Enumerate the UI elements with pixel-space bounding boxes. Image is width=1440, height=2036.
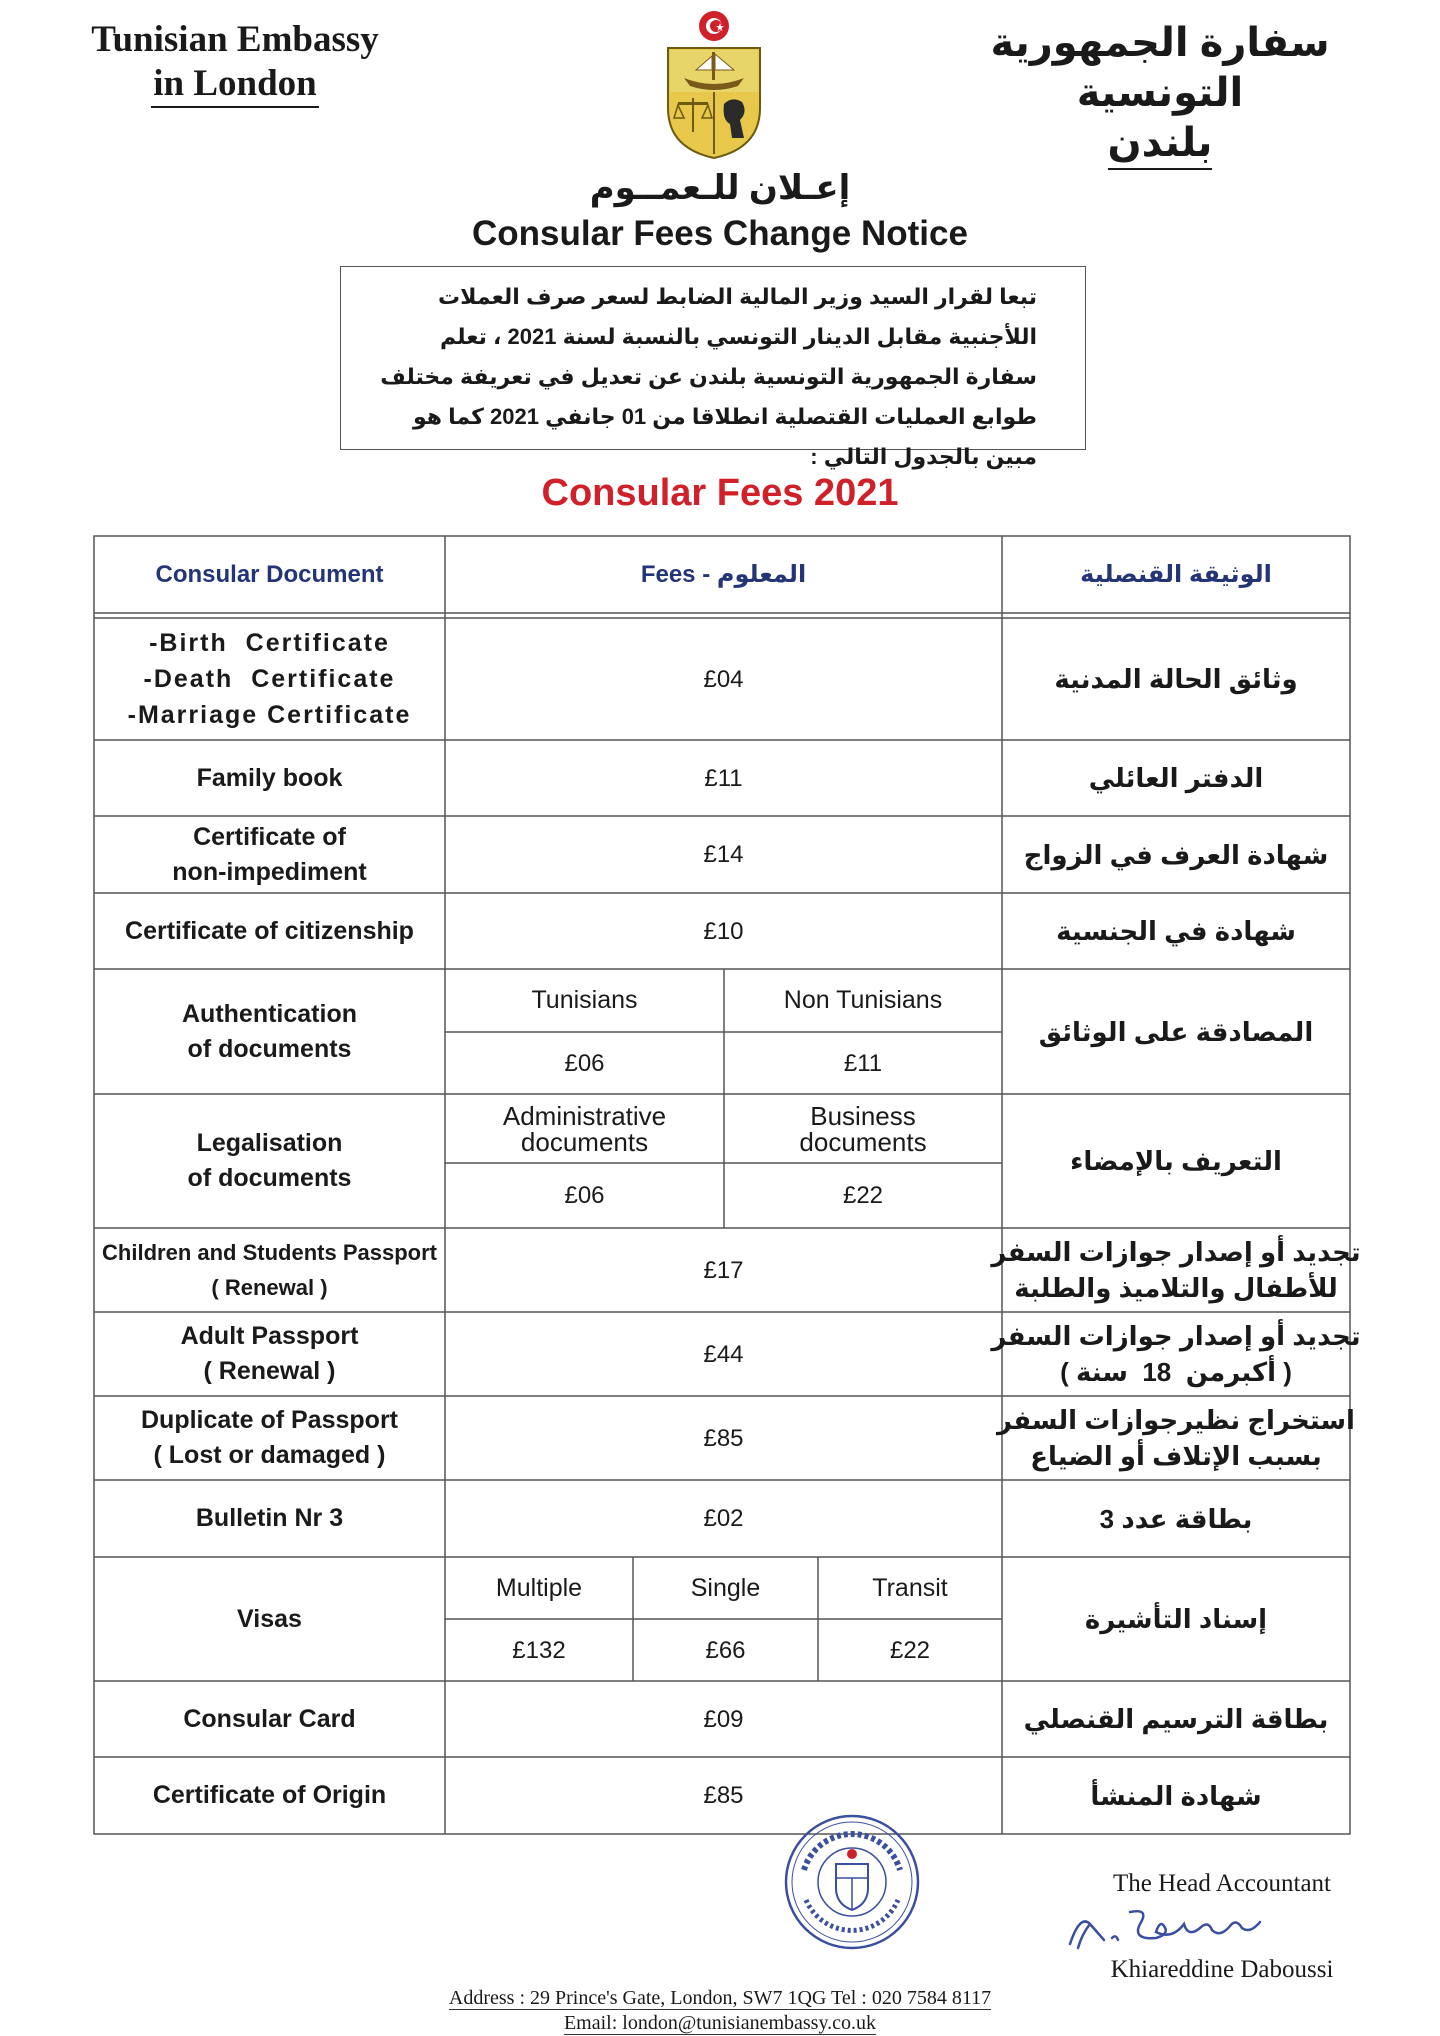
legalisation-business-fee: £22 (842, 1182, 884, 1209)
footer-email[interactable]: Email: london@tunisianembassy.co.uk (563, 2012, 877, 2034)
visa-transit-label: Transit (872, 1573, 948, 1602)
signature-icon (1060, 1904, 1310, 1954)
row-consular-card-ar: بطاقة الترسيم القنصلي (1023, 1704, 1329, 1734)
row-consular-card-fee: £09 (703, 1705, 744, 1733)
visa-transit-fee: £22 (889, 1636, 931, 1664)
footer-address: Address : 29 Prince's Gate, London, SW7 1QG Tel : 020 7584 8117 (448, 1987, 992, 2009)
row-citizenship-ar: شهادة في الجنسية (1056, 916, 1296, 946)
row-consular-card-en: Consular Card (183, 1704, 356, 1733)
authentication-tunisians-label: Tunisians (531, 986, 638, 1014)
header-fees: Fees - المعلوم (640, 561, 807, 588)
legalisation-administrative-label: Administrative documents (502, 1100, 667, 1157)
row-civil-status-ar: وثائق الحالة المدنية (1054, 664, 1298, 694)
row-certificate-origin-en: Certificate of Origin (152, 1781, 387, 1809)
row-citizenship-fee: £10 (703, 917, 744, 945)
row-adult-passport-ar: تجديد أو إصدار جوازات السفر ( أكبرمن 18 سنة ) (991, 1321, 1361, 1387)
announcement-ar: إعـلان للـعمــوم (589, 169, 851, 207)
visa-single-fee: £66 (705, 1636, 746, 1664)
row-children-passport-ar: تجديد أو إصدار جوازات السفر للأطفال والتلاميذ والطلبة (991, 1237, 1361, 1303)
authentication-non-tunisians-fee: £11 (843, 1049, 883, 1077)
row-certificate-origin-fee: £85 (703, 1782, 744, 1809)
row-family-book-fee: £11 (704, 764, 743, 792)
visa-single-label: Single (690, 1573, 761, 1602)
embassy-name-en-line1: Tunisian Embassy (91, 19, 379, 60)
row-duplicate-passport-en: Duplicate of Passport ( Lost or damaged ) (141, 1406, 398, 1469)
row-civil-status-en: -Birth Certificate -Death Certificate -Marriage Certificate (127, 629, 412, 729)
row-citizenship-en: Certificate of citizenship (125, 916, 414, 945)
row-legalisation-en: Legalisation of documents (187, 1129, 352, 1192)
row-bulletin-en: Bulletin Nr 3 (195, 1504, 344, 1532)
legalisation-administrative-fee: £06 (564, 1182, 605, 1209)
row-bulletin-fee: £02 (703, 1505, 744, 1532)
embassy-name-ar-line1: سفارة الجمهورية التونسية (990, 21, 1330, 115)
row-bulletin-ar: بطاقة عدد 3 (1099, 1503, 1253, 1534)
row-children-passport-en: Children and Students Passport ( Renewal ) (102, 1240, 437, 1300)
row-non-impediment-fee: £14 (703, 841, 744, 868)
row-civil-status-fee: £04 (703, 665, 744, 693)
row-non-impediment-ar: شهادة العرف في الزواج (1023, 839, 1329, 870)
notice-title: Consular Fees Change Notice (472, 214, 968, 253)
row-children-passport-fee: £17 (703, 1256, 744, 1284)
row-authentication-en: Authentication of documents (182, 999, 357, 1063)
header-arabic-document: الوثيقة القنصلية (1080, 561, 1272, 588)
row-non-impediment-en: Certificate of non-impediment (172, 822, 367, 886)
authentication-non-tunisians-label: Non Tunisians (783, 986, 943, 1014)
legalisation-business-label: Business documents (799, 1100, 927, 1157)
row-adult-passport-en: Adult Passport ( Renewal ) (180, 1322, 359, 1385)
row-adult-passport-fee: £44 (703, 1340, 744, 1368)
row-visas-ar: إسناد التأشيرة (1084, 1604, 1268, 1634)
row-family-book-en: Family book (196, 763, 343, 792)
visa-multiple-fee: £132 (512, 1636, 566, 1664)
row-certificate-origin-ar: شهادة المنشأ (1090, 1780, 1262, 1811)
visa-multiple-label: Multiple (495, 1573, 583, 1602)
fees-subtitle: Consular Fees 2021 (541, 472, 899, 514)
notice-body-ar: تبعا لقرار السيد وزير المالية الضابط لسعر صرف العملات اللأجنبية مقابل الدينار التونسي بالنسبة لسنة 2021 ، تعلم سفارة الجمهورية التونسية بلندن عن تعديل في تعريفة مختلف طوابع العمليات القتصلية انطلاقا من 01 جانفي 2021 كما هو مبين بالجدول التالي : (380, 284, 1037, 469)
row-visas-en: Visas (237, 1604, 302, 1633)
row-duplicate-passport-fee: £85 (703, 1424, 744, 1452)
row-family-book-ar: الدفتر العائلي (1088, 763, 1264, 793)
row-legalisation-ar: التعريف بالإمضاء (1070, 1146, 1282, 1176)
embassy-stamp-icon (782, 1812, 922, 1952)
authentication-tunisians-fee: £06 (564, 1049, 605, 1077)
embassy-name-ar-line2: بلندن (1108, 118, 1213, 170)
footer-address-block (0, 1986, 1440, 2036)
header-consular-document: Consular Document (155, 561, 384, 588)
embassy-name-en-line2: in London (151, 62, 319, 108)
row-duplicate-passport-ar: استخراج نظيرجوازات السفر بسبب الإتلاف أو الضياع (997, 1405, 1355, 1471)
signatory-name: Khiareddine Daboussi (1110, 1956, 1334, 1983)
row-authentication-ar: المصادقة على الوثائق (1038, 1016, 1314, 1047)
signatory-title: The Head Accountant (1113, 1870, 1331, 1897)
